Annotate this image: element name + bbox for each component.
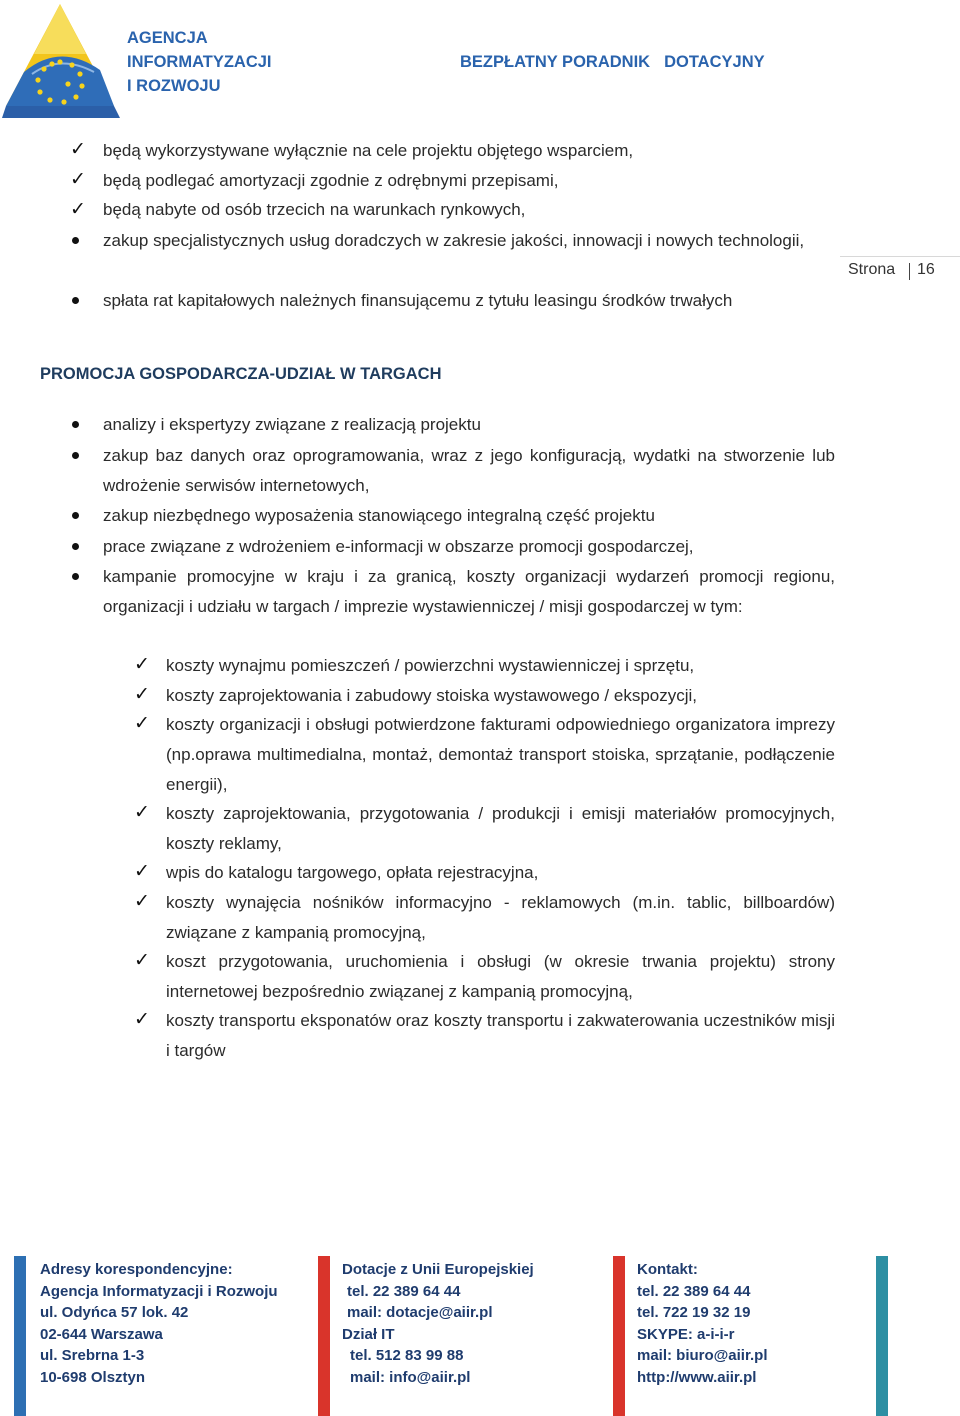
list-item: koszty transportu eksponatów oraz koszty transportu i zakwaterowania uczestników misji i targów — [166, 1011, 835, 1060]
list-item: koszty wynajmu pomieszczeń / powierzchni wystawienniczej i sprzętu, — [166, 656, 695, 675]
list-item: będą nabyte od osób trzecich na warunkach rynkowych, — [103, 200, 526, 219]
list-item: koszty organizacji i obsługi potwierdzone fakturami odpowiedniego organizatora imprezy (np.oprawa multimedialna, montaż, demontaż transport stoiska, sprzątanie, podłączenie energii), — [166, 715, 835, 794]
page-number: Strona 16 — [840, 256, 960, 285]
page-number-divider — [909, 263, 910, 280]
bullet-icon — [72, 237, 79, 244]
footer-funding: Dotacje z Unii Europejskiej tel. 22 389 64 44 mail: dotacje@aiir.pl Dział IT tel. 512 83 99 88 mail: info@aiir.pl — [342, 1261, 534, 1386]
section-heading: PROMOCJA GOSPODARCZA-UDZIAŁ W TARGACH — [40, 365, 442, 383]
guide-title: BEZPŁATNY PORADNIK DOTACYJNY — [460, 53, 765, 71]
bullet-icon — [72, 421, 79, 428]
footer-addresses: Adresy korespondencyjne: Agencja Informatyzacji i Rozwoju ul. Odyńca 57 lok. 42 02-644 Warszawa ul. Srebrna 1-3 10-698 Olsztyn — [40, 1261, 278, 1386]
list-item: zakup specjalistycznych usług doradczych w zakresie jakości, innowacji i nowych technologii, — [103, 231, 805, 250]
list-item: prace związane z wdrożeniem e-informacji w obszarze promocji gospodarczej, — [103, 537, 694, 556]
checkmark-icon: ✓ — [134, 950, 150, 971]
bullet-icon — [72, 512, 79, 519]
checkmark-icon: ✓ — [134, 891, 150, 912]
footer-bar — [14, 1256, 26, 1416]
list-item: spłata rat kapitałowych należnych finansującemu z tytułu leasingu środków trwałych — [103, 291, 733, 310]
agency-logo-icon — [2, 2, 120, 118]
checkmark-icon: ✓ — [134, 802, 150, 823]
list-item: koszty zaprojektowania i zabudowy stoiska wystawowego / ekspozycji, — [166, 686, 698, 705]
footer-bar — [876, 1256, 888, 1416]
bullet-icon — [72, 452, 79, 459]
bullet-icon — [72, 543, 79, 550]
checkmark-icon: ✓ — [134, 654, 150, 675]
checkmark-icon: ✓ — [134, 861, 150, 882]
checkmark-icon: ✓ — [70, 139, 86, 160]
checkmark-icon: ✓ — [134, 684, 150, 705]
footer-bar — [613, 1256, 625, 1416]
list-item: koszt przygotowania, uruchomienia i obsługi (w okresie trwania projektu) strony internetowej bezpośrednio związanej z kampanią promocyjną, — [166, 952, 835, 1001]
list-item: kampanie promocyjne w kraju i za granicą, koszty organizacji wydarzeń promocji regionu, organizacji i udziału w targach / imprezie wystawienniczej / misji gospodarczej w tym: — [103, 567, 835, 616]
agency-name: AGENCJA INFORMATYZACJI I ROZWOJU — [127, 29, 272, 95]
footer-contact: Kontakt: tel. 22 389 64 44 tel. 722 19 32 19 SKYPE: a-i-i-r mail: biuro@aiir.pl http://www.aiir.pl — [637, 1261, 768, 1386]
list-item: analizy i ekspertyzy związane z realizacją projektu — [103, 415, 481, 434]
checkmark-icon: ✓ — [134, 713, 150, 734]
list-item: zakup baz danych oraz oprogramowania, wraz z jego konfiguracją, wydatki na stworzenie lub wdrożenie serwisów internetowych, — [103, 446, 835, 495]
checkmark-icon: ✓ — [70, 199, 86, 220]
list-item: koszty zaprojektowania, przygotowania / produkcji i emisji materiałów promocyjnych, koszty reklamy, — [166, 804, 835, 853]
list-item: koszty wynajęcia nośników informacyjno - reklamowych (m.in. tablic, billboardów) związane z kampanią promocyjną, — [166, 893, 835, 942]
list-item: będą podlegać amortyzacji zgodnie z odrębnymi przepisami, — [103, 171, 559, 190]
checkmark-icon: ✓ — [134, 1009, 150, 1030]
checkmark-icon: ✓ — [70, 169, 86, 190]
page-footer — [0, 1256, 960, 1416]
list-item: będą wykorzystywane wyłącznie na cele projektu objętego wsparciem, — [103, 141, 634, 160]
bullet-icon — [72, 573, 79, 580]
list-item: zakup niezbędnego wyposażenia stanowiącego integralną część projektu — [103, 506, 655, 525]
footer-bar — [318, 1256, 330, 1416]
page-header — [0, 0, 960, 120]
list-item: wpis do katalogu targowego, opłata rejestracyjna, — [166, 863, 539, 882]
bullet-icon — [72, 297, 79, 304]
